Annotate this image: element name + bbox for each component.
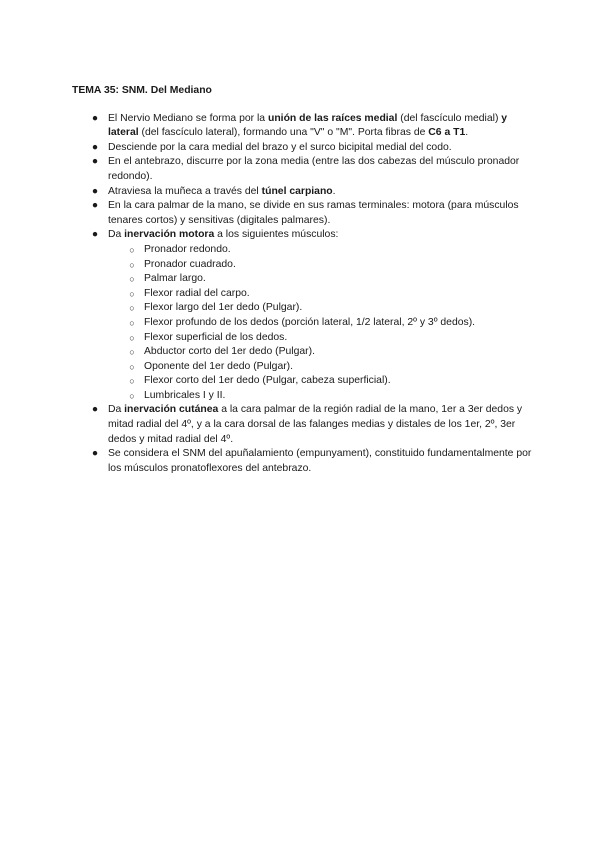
list-item (72, 447, 532, 476)
text-run: Se considera el SNM del apuñalamiento (empunyament), constituido fundamentalmente por los músculos pronatoflexores del antebrazo. (108, 448, 532, 474)
sub-list-item (108, 360, 532, 375)
bold-text: túnel carpiano (261, 185, 333, 197)
sub-list-item (108, 316, 532, 331)
sub-list-item (108, 258, 532, 273)
hollow-bullet-icon: ○ (129, 274, 135, 285)
sub-list-item-text: Lumbricales I y II. (144, 389, 226, 401)
text-run: Da (108, 404, 125, 416)
sub-list-item-text: Palmar largo. (144, 273, 206, 285)
hollow-bullet-icon: ○ (129, 303, 135, 314)
hollow-bullet-icon: ○ (129, 376, 135, 387)
sub-list-item-text: Flexor superficial de los dedos. (144, 331, 288, 343)
bold-text: unión de las raíces medial (267, 112, 398, 124)
text-run: (del fascículo lateral), formando una "V" o "M". Porta fibras de (138, 127, 429, 139)
sub-list-item-text: Flexor corto del 1er dedo (Pulgar, cabeza superficial). (144, 375, 391, 387)
bold-text: inervación cutánea (124, 404, 219, 416)
hollow-bullet-icon: ○ (129, 288, 135, 299)
text-run: El Nervio Mediano se forma por la (108, 112, 268, 124)
text-run: Desciende por la cara medial del brazo y el surco bicipital medial del codo. (108, 141, 452, 153)
sub-list-item-text: Pronador redondo. (144, 243, 231, 255)
page-title: TEMA 35: SNM. Del Mediano (72, 85, 212, 96)
sub-bullet-list (108, 243, 532, 404)
list-item-text (108, 200, 519, 226)
sub-list-item-text: Flexor radial del carpo. (144, 287, 250, 299)
list-item-text (108, 186, 336, 197)
text-run: a la cara palmar de la región radial de la mano, 1er a 3er dedos y mitad radial del 4º, y a la cara dorsal de las falanges medias y distales de los 1er, 2º, 3er dedos y mitad radial del 4º. (108, 404, 523, 445)
sub-list-item-text: Flexor largo del 1er dedo (Pulgar). (144, 302, 303, 314)
hollow-bullet-icon: ○ (129, 259, 135, 270)
sub-list-item (108, 389, 532, 404)
bullet-icon: ● (91, 185, 99, 197)
text-run: En la cara palmar de la mano, se divide en sus ramas terminales: motora (para músculos tenares cortos) y sensitivas (digitales palmares). (108, 200, 519, 226)
hollow-bullet-icon: ○ (129, 361, 135, 372)
bullet-icon: ● (91, 156, 99, 168)
sub-list-item (108, 374, 532, 389)
hollow-bullet-icon: ○ (129, 317, 135, 328)
bold-text: C6 a T1 (428, 127, 466, 139)
list-item (72, 228, 532, 403)
list-item-text (108, 448, 531, 474)
bold-text: inervación motora (124, 229, 215, 241)
bullet-icon: ● (91, 404, 99, 416)
list-item (72, 185, 532, 200)
sub-list-item-text: Oponente del 1er dedo (Pulgar). (144, 360, 294, 372)
hollow-bullet-icon: ○ (129, 390, 135, 401)
sub-list-item (108, 331, 532, 346)
sub-list-item-text: Pronador cuadrado. (144, 258, 236, 270)
list-item (72, 155, 532, 184)
hollow-bullet-icon: ○ (129, 244, 135, 255)
bullet-icon: ● (91, 229, 99, 241)
list-item-text (108, 229, 338, 240)
sub-list-item-text: Abductor corto del 1er dedo (Pulgar). (144, 346, 315, 358)
list-item (72, 403, 532, 447)
list-item (72, 199, 532, 228)
sub-list-item (108, 287, 532, 302)
text-run: Da (108, 229, 125, 241)
text-run: En el antebrazo, discurre por la zona media (entre las dos cabezas del músculo pronador redondo). (108, 156, 520, 182)
text-run: . (332, 185, 336, 197)
main-bullet-list (72, 112, 532, 477)
bullet-icon: ● (91, 141, 99, 153)
text-run: Atraviesa la muñeca a través del (108, 185, 262, 197)
sub-list-item (108, 272, 532, 287)
text-run: (del fascículo medial) (397, 112, 502, 124)
bold-text: y lateral (108, 112, 508, 139)
list-item-text (108, 156, 519, 182)
bullet-icon: ● (91, 448, 99, 460)
document-content (72, 84, 532, 476)
list-item-text (108, 404, 522, 444)
sub-list-item-text: Flexor profundo de los dedos (porción lateral, 1/2 lateral, 2º y 3º dedos). (144, 316, 476, 328)
bullet-icon: ● (91, 200, 99, 212)
sub-list-item (108, 345, 532, 360)
list-item-text (108, 113, 507, 139)
list-item (72, 141, 532, 156)
hollow-bullet-icon: ○ (129, 332, 135, 343)
hollow-bullet-icon: ○ (129, 347, 135, 358)
sub-list-item (108, 243, 532, 258)
list-item (72, 112, 532, 141)
list-item-text (108, 142, 452, 153)
sub-list-item (108, 301, 532, 316)
bullet-icon: ● (91, 112, 99, 124)
text-run: . (465, 127, 469, 139)
text-run: a los siguientes músculos: (214, 229, 339, 241)
